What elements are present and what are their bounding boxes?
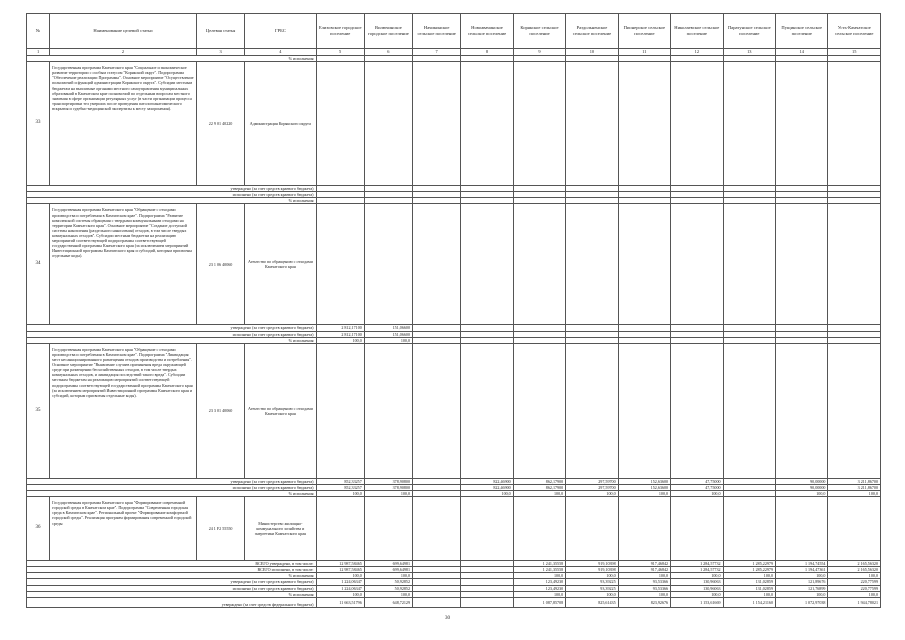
cell-value: 1 285,22979: [723, 567, 775, 573]
cell-value: 100,0: [828, 573, 881, 579]
program-description: Государственная программа Камчатского края "Обращение с отходами производства и потребления в Камчатском крае". Подпрограмма "Развитие комплексной системы обращения с твердыми коммунальными отходами на территории Камчатского края". Основное мероприятие "Создание доступной системы накопления (раздельного накопления) отходов, в том числе твердых коммунальных отходов". Субсидии местным бюджетам на реализацию мероприятий соответствующей подпрограммы соответствующей государственной программы Камчатского края (за исключением мероприятий Инвестиционной программы Камчатского края и субсидий, которым присвоены отдельные коды).: [50, 204, 197, 325]
cell-value: 152,63600: [618, 478, 670, 484]
cell-value: 100,0: [316, 591, 364, 597]
cell-value: 100,0: [364, 490, 412, 496]
program-description: Государственная программа Камчатского края "Социальное и экономическое развитие территории с особым статусом "Корякский округ". Подпрограмма "Обеспечение реализации Программы". Основное мероприятие "Осуществление полномочий и функций администрации Корякского округа". Субсидии местным бюджетам на выплатные органами местного самоуправления муниципальных образований в Камчатском крае полномочий по отдельным вопросам местного значения в сфере организации регулярных услуг (в части организации процесса транспортировки тел умерших после проведения патологоанатомического вскрытия и судебно-медицинской экспертизы к месту захоронения).: [50, 62, 197, 186]
page-number: 30: [445, 616, 450, 621]
table-row-federal: [27, 597, 881, 607]
cell-value: 100,0: [776, 490, 828, 496]
cell-value: 130,96063: [671, 585, 723, 591]
cell-value: 100,0: [364, 337, 412, 343]
row-label: % исполнения: [27, 337, 317, 343]
column-number-row: [27, 49, 881, 56]
cell-value: 2 165,56320: [828, 561, 881, 567]
program-description: Государственная программа Камчатского края "Формирование современной городской среды в Камчатском крае". Подпрограмма "Современная городская среда в Камчатском крае". Региональный проект "Формирование комфортной городской среды". Реализация программ формирования современной городской среды: [50, 497, 197, 561]
header-pushchino: Пущинское сельское поселение: [776, 14, 828, 49]
header-paratunka: Паратунское сельское поселение: [723, 14, 775, 49]
budget-table: [26, 13, 881, 608]
cell-value: 917,46842: [618, 567, 670, 573]
program-code: 23 3 01 40060: [196, 343, 244, 478]
header-row: [27, 14, 881, 49]
program-row-36: [27, 497, 881, 561]
cell-value: 852,33257: [316, 484, 364, 490]
cell-value: 862,17900: [513, 478, 565, 484]
colnum: 3: [196, 49, 244, 56]
colnum: 7: [413, 49, 461, 56]
cell-value: 1 284,57732: [671, 567, 723, 573]
row-label: % исполнения: [27, 56, 317, 62]
cell-value: 90,00000: [776, 484, 828, 490]
cell-value: 50,92852: [364, 579, 412, 585]
cell-value: 100,0: [618, 591, 670, 597]
row-label: утверждено (за счет средств краевого бюджета): [27, 478, 317, 484]
colnum: 2: [50, 49, 197, 56]
row-label: % исполнения: [27, 573, 317, 579]
cell-value: 1 241,35558: [513, 567, 565, 573]
cell-value: 822,46900: [461, 484, 513, 490]
cell-value: 1 285,22979: [723, 561, 775, 567]
cell-value: 131,02859: [723, 579, 775, 585]
row-label: исполнено (за счет средств краевого бюджета): [27, 585, 317, 591]
row-label: % исполнения: [27, 198, 317, 204]
cell-value: 100,0: [364, 573, 412, 579]
header-ust-kamchatsk: Усть-Камчатское сельское поселение: [828, 14, 881, 49]
cell-value: 852,33257: [316, 478, 364, 484]
row-label: утверждено (за счет средств федерального бюджета): [27, 597, 317, 607]
colnum: 15: [828, 49, 881, 56]
cell-value: 100,0: [723, 591, 775, 597]
cell-value: 3 211,86700: [828, 484, 881, 490]
cell-value: 151,06600: [364, 331, 412, 337]
cell-value: 100,0: [513, 573, 565, 579]
cell-value: 131,02859: [723, 585, 775, 591]
cell-value: 1 153,61669: [671, 597, 723, 607]
cell-value: 100,0: [566, 490, 618, 496]
program-grbs: Агентство по обращению с отходами Камчатского края: [245, 204, 316, 325]
cell-value: 648,72129: [364, 597, 412, 607]
cell-value: [413, 597, 461, 607]
cell-value: 93,53366: [618, 579, 670, 585]
colnum: 14: [776, 49, 828, 56]
row-label: % исполнения: [27, 490, 317, 496]
cell-value: 297,59700: [566, 478, 618, 484]
cell-value: 12 987,58465: [316, 567, 364, 573]
cell-value: 3 211,86700: [828, 478, 881, 484]
cell-value: 1 087,85708: [513, 597, 565, 607]
cell-value: 1 224,06347: [316, 579, 364, 585]
program-code: 22 9 01 40220: [196, 62, 244, 186]
cell-value: 100,0: [776, 573, 828, 579]
program-number: 34: [27, 204, 50, 325]
header-vilyuchinsk: Вилючинское городское поселение: [364, 14, 412, 49]
cell-value: 100,0: [776, 591, 828, 597]
program-row-35: [27, 343, 881, 478]
cell-value: 1 944,78021: [828, 597, 881, 607]
row-label: исполнено (за счет средств краевого бюджета): [27, 331, 317, 337]
cell-value: 2 812,17100: [316, 331, 364, 337]
cell-value: 699,64981: [364, 567, 412, 573]
cell-value: 220,77599: [828, 585, 881, 591]
colnum: 5: [316, 49, 364, 56]
cell-value: 47,75000: [671, 484, 723, 490]
cell-value: 100,0: [316, 337, 364, 343]
cell-value: 1 154,21160: [723, 597, 775, 607]
row-label: утверждено (за счет средств краевого бюджета): [27, 325, 317, 331]
colnum: 9: [513, 49, 565, 56]
colnum: 10: [566, 49, 618, 56]
header-razdolny: Раздольненское сельское поселение: [566, 14, 618, 49]
row-label: ВСЕГО утверждено, в том числе:: [27, 561, 317, 567]
cell-value: [461, 597, 513, 607]
cell-value: 919,10398: [566, 561, 618, 567]
program-grbs: Министерство жилищно-коммунального хозяйства и энергетики Камчатского края: [245, 497, 316, 561]
cell-value: 862,17900: [513, 484, 565, 490]
header-name: Наименование целевой статьи: [50, 14, 197, 49]
header-pionersky: Пионерское сельское поселение: [618, 14, 670, 49]
program-number: 35: [27, 343, 50, 478]
cell-value: 100,0: [461, 490, 513, 496]
colnum: 1: [27, 49, 50, 56]
cell-value: 100,0: [671, 490, 723, 496]
cell-value: 378,90800: [364, 478, 412, 484]
cell-value: 152,63600: [618, 484, 670, 490]
cell-value: 100,0: [618, 573, 670, 579]
row-label: ВСЕГО исполнено, в том числе:: [27, 567, 317, 573]
colnum: 13: [723, 49, 775, 56]
cell-value: 100,0: [316, 573, 364, 579]
cell-value: 699,64981: [364, 561, 412, 567]
cell-value: 378,90800: [364, 484, 412, 490]
row-label: утверждено (за счет средств краевого бюджета): [27, 186, 317, 192]
cell-value: 100,0: [723, 573, 775, 579]
cell-value: 825,61435: [566, 597, 618, 607]
cell-value: 100,0: [316, 490, 364, 496]
colnum: 8: [461, 49, 513, 56]
cell-value: 50,92852: [364, 585, 412, 591]
cell-value: 130,96063: [671, 579, 723, 585]
cell-value: 1 194,74554: [776, 561, 828, 567]
cell-value: 100,0: [513, 490, 565, 496]
colnum: 6: [364, 49, 412, 56]
cell-value: 100,0: [513, 591, 565, 597]
cell-value: 2 812,17100: [316, 325, 364, 331]
program-grbs: Администрация Корякского округа: [245, 62, 316, 186]
cell-value: 100,0: [618, 490, 670, 496]
header-koryaki: Корякское сельское поселение: [513, 14, 565, 49]
cell-value: 121,76899: [776, 585, 828, 591]
cell-value: 220,77599: [828, 579, 881, 585]
cell-value: 100,0: [671, 573, 723, 579]
cell-value: 100,0: [828, 490, 881, 496]
cell-value: 47,75000: [671, 478, 723, 484]
cell-value: 93,39225: [566, 585, 618, 591]
program-row-34: [27, 204, 881, 325]
header-code: Целевая статья: [196, 14, 244, 49]
header-elizovo: Елизовское городское поселение: [316, 14, 364, 49]
cell-value: 100,0: [566, 591, 618, 597]
program-row-33: [27, 62, 881, 186]
cell-value: 123,49230: [513, 585, 565, 591]
cell-value: 917,46842: [618, 561, 670, 567]
cell-value: 100,0: [828, 591, 881, 597]
cell-value: 90,00000: [776, 478, 828, 484]
cell-value: 1 284,57732: [671, 561, 723, 567]
cell-value: 93,53366: [618, 585, 670, 591]
cell-value: 2 165,56320: [828, 567, 881, 573]
cell-value: 1 072,97038: [776, 597, 828, 607]
cell-value: 151,06600: [364, 325, 412, 331]
cell-value: 822,46900: [461, 478, 513, 484]
cell-value: 121,89676: [776, 579, 828, 585]
header-grbs: ГРБС: [245, 14, 316, 49]
cell-value: 100,0: [364, 591, 412, 597]
cell-value: 1 194,47361: [776, 567, 828, 573]
program-grbs: Агентство по обращению с отходами Камчатского края: [245, 343, 316, 478]
header-no: №: [27, 14, 50, 49]
colnum: 4: [245, 49, 316, 56]
program-number: 33: [27, 62, 50, 186]
cell-value: 919,10398: [566, 567, 618, 573]
cell-value: 1 241,35558: [513, 561, 565, 567]
row-label: % исполнения: [27, 591, 317, 597]
program-code: 23 1 06 40060: [196, 204, 244, 325]
cell-value: 11 663,51796: [316, 597, 364, 607]
cell-value: 297,59700: [566, 484, 618, 490]
cell-value: 12 987,58465: [316, 561, 364, 567]
cell-value: 93,39225: [566, 579, 618, 585]
cell-value: 100,0: [566, 573, 618, 579]
colnum: 12: [671, 49, 723, 56]
header-nachiki: Начикинское сельское поселение: [413, 14, 461, 49]
cell-value: 123,49230: [513, 579, 565, 585]
header-novoavacha: Новоавачинское сельское поселение: [461, 14, 513, 49]
program-code: 24 1 F2 55550: [196, 497, 244, 561]
row-label: исполнено (за счет средств краевого бюджета): [27, 192, 317, 198]
header-nikolaevka: Николаевское сельское поселение: [671, 14, 723, 49]
row-label: исполнено (за счет средств краевого бюджета): [27, 484, 317, 490]
program-description: Государственная программа Камчатского края "Обращение с отходами производства и потребления в Камчатском крае". Подпрограмма "Ликвидация мест несанкционированного размещения отходов производства и потребления". Основное мероприятие "Выявление случаев причинения вреда окружающей среде при размещении бесхозяйственных отходов, в том числе твердых коммунальных отходов, и ликвидация последствий такого вреда". Субсидии местным бюджетам на реализацию мероприятий соответствующей подпрограммы соответствующей государственной программы Камчатского края (за исключением мероприятий Инвестиционной программы Камчатского края и субсидий, которым присвоены отдельные коды).: [50, 343, 197, 478]
colnum: 11: [618, 49, 670, 56]
cell-value: 823,92676: [618, 597, 670, 607]
cell-value: 100,0: [671, 591, 723, 597]
row-label: утверждено (за счет средств краевого бюджета): [27, 579, 317, 585]
program-number: 36: [27, 497, 50, 561]
cell-value: 1 224,06347: [316, 585, 364, 591]
